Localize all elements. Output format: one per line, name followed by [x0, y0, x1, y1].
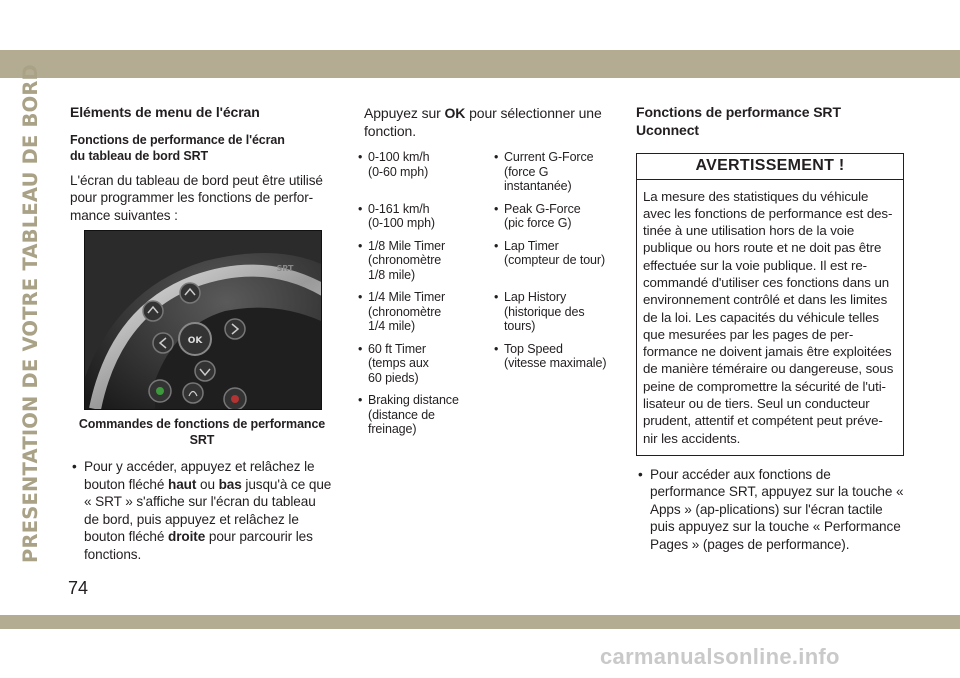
- srt-badge-label: SRT: [276, 264, 294, 273]
- warning-box: [636, 153, 904, 456]
- warning-body: La mesure des statistiques du véhicule avec les fonctions de performance est des-tinée à une utilisation hors de la voie publique ou hors route et ne doit pas être effectuée sur la voie publique. Il est re-commandé d'utiliser ces fonctions dans un environnement contrôlé et dans les limites de la loi. Les capacités du véhicule telles que mesurées par les pages de per-formance ne doivent jamais être exploitées de manière téméraire ou dangereuse, sous peine de compromettre la sécurité de l'uti-lisateur ou de tiers. Seul un conducteur prudent, attentif et compétent peut préve-nir les accidents.: [643, 188, 894, 446]
- footer-band: [0, 615, 960, 629]
- ok-button-label: OK: [187, 336, 203, 346]
- uconnect-instructions: • Pour accéder aux fonctions de performance SRT, appuyez sur la touche « Apps » (ap-plications) sur l'écran tactile puis appuyez sur la touche « Performance Pages » (pages de performance).: [636, 466, 904, 554]
- warning-title: AVERTISSEMENT !: [637, 154, 903, 180]
- figure-caption: Commandes de fonctions de performance SRT: [78, 417, 326, 447]
- watermark: carmanualsonline.info: [600, 644, 840, 669]
- feature-list-item: • Top Speed (vitesse maximale): [494, 342, 616, 386]
- section-title-uconnect: Fonctions de performance SRT Uconnect: [636, 104, 841, 138]
- access-instructions: • Pour y accéder, appuyez et relâchez le bouton fléché haut ou bas jusqu'à ce que « SRT » s'affiche sur l'écran du tableau de bord, puis appuyez et relâchez le bouton fléché droite pour parcourir les fonctions.: [70, 458, 334, 563]
- column-left: [70, 104, 334, 563]
- header-band: [0, 50, 960, 78]
- feature-list-item: • Current G-Force (force G instantanée): [494, 150, 616, 194]
- feature-list-item: • 0-161 km/h (0-100 mph): [358, 202, 494, 231]
- feature-list-item: • 60 ft Timer (temps aux 60 pieds): [358, 342, 494, 386]
- page-number: 74: [68, 578, 89, 598]
- feature-list-item: • Lap History (historique des tours): [494, 290, 616, 334]
- feature-list-item: • 1/4 Mile Timer (chronomètre 1/4 mile): [358, 290, 494, 334]
- column-middle: [358, 104, 616, 437]
- steering-wheel-figure: [84, 230, 322, 410]
- feature-list-item: • 1/8 Mile Timer (chronomètre 1/8 mile): [358, 239, 494, 283]
- feature-list: [358, 150, 616, 437]
- feature-list-item: • Lap Timer (compteur de tour): [494, 239, 616, 283]
- select-instruction: Appuyez sur OK pour sélectionner une fonction.: [364, 105, 602, 139]
- section-title: Eléments de menu de l'écran: [70, 104, 260, 120]
- steering-wheel-image: [85, 231, 321, 409]
- subsection-title: Fonctions de performance de l'écran du tableau de bord SRT: [70, 132, 285, 163]
- intro-paragraph: L'écran du tableau de bord peut être utilisé pour programmer les fonctions de perfor-mance suivantes :: [70, 172, 323, 223]
- feature-list-item: • Braking distance (distance de freinage): [358, 393, 494, 437]
- feature-list-item: • 0-100 km/h (0-60 mph): [358, 150, 494, 194]
- feature-list-item: • Peak G-Force (pic force G): [494, 202, 616, 231]
- column-right: [636, 104, 904, 553]
- side-chapter-title: PRESENTATION DE VOTRE TABLEAU DE BORD: [18, 63, 42, 563]
